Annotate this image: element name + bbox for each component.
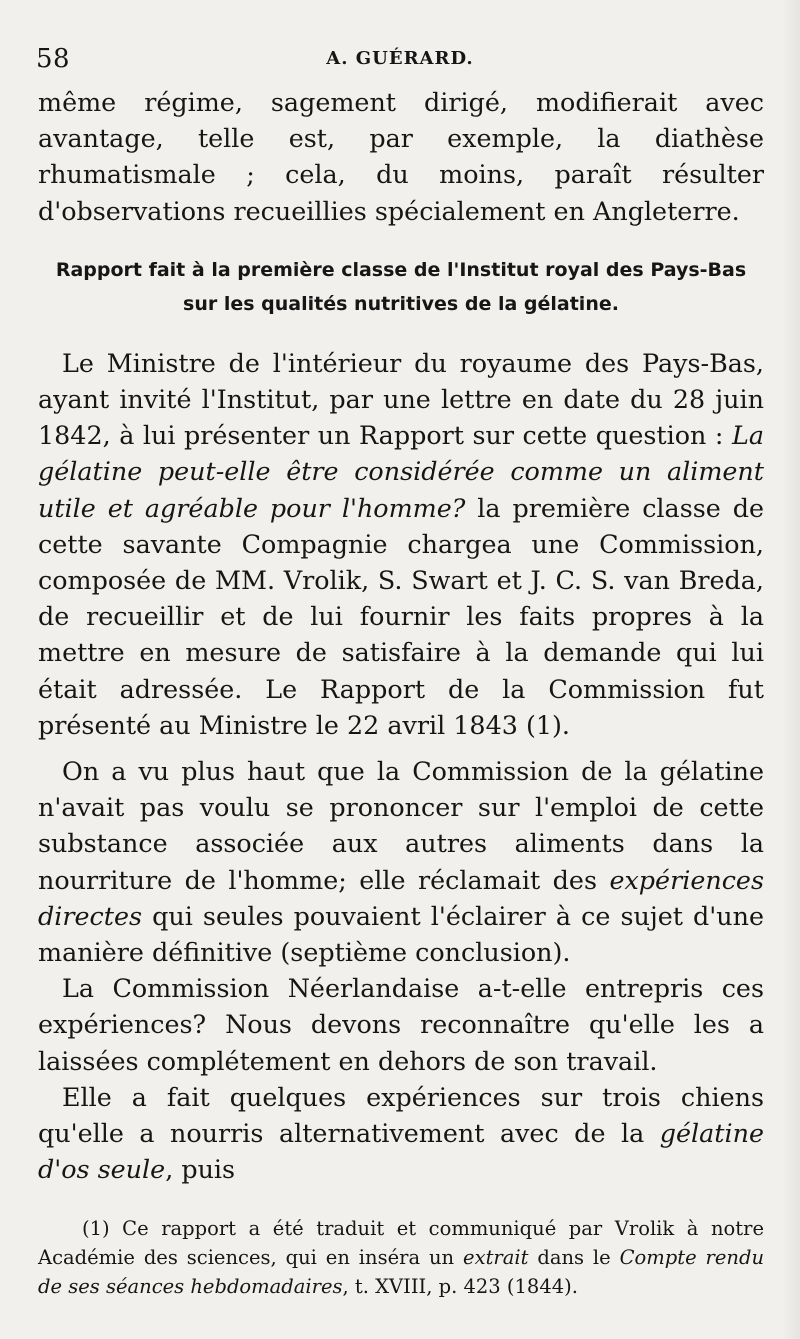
paragraph-3-text-b: qui seules pouvaient l'éclairer à ce sujet d'une manière définitive (septième conclusion).: [38, 900, 764, 968]
paragraph-3-italic: expériences directes: [38, 864, 764, 931]
paragraph-2-text-a: Le Ministre de l'intérieur du royaume des Pays-Bas, ayant invité l'Institut, par une lettre en date du 28 juin 1842, à lui présenter un Rapport sur cette question :: [38, 347, 764, 451]
footnote-text-c: , t. XVIII, p. 423 (1844).: [342, 1275, 578, 1298]
footnote-italic-compte-rendu: Compte rendu de ses séances hebdomadaires: [38, 1246, 765, 1298]
footnote-text-b: dans le: [528, 1246, 620, 1269]
paragraph-2: [38, 345, 764, 743]
paragraph-5-text-b: , puis: [165, 1154, 236, 1185]
paragraph-2-text-b: la première classe de cette savante Compagnie chargea une Commission, composée de MM. Vrolik, S. Swart et J. C. S. van Breda, de recueillir et de lui fournir les faits propres à la mettre en mesure de satisfaire à la demande qui lui était adressée. Le Rapport de la Commission fut présenté au Ministre le 22 avril 1843 (1).: [38, 492, 764, 740]
footnote-italic-extrait: extrait: [463, 1246, 529, 1269]
footnote-text: [38, 1214, 764, 1301]
paragraph-5-text-a: Elle a fait quelques expériences sur trois chiens qu'elle a nourris alternativement avec de la: [38, 1081, 764, 1149]
paragraph-3-text-a: On a vu plus haut que la Commission de la gélatine n'avait pas voulu se prononcer sur l'emploi de cette substance associée aux autres aliments dans la nourriture de l'homme; elle réclamait des: [38, 756, 764, 895]
paragraph-4: La Commission Néerlandaise a-t-elle entrepris ces expériences? Nous devons reconnaître qu'elle les a laissées complétement en dehors de son travail.: [38, 973, 764, 1076]
paragraph-5: [38, 1079, 764, 1188]
paragraph-1: même régime, sagement dirigé, modifierait avec avantage, telle est, par exemple, la diathèse rhumatismale ; cela, du moins, paraît résulter d'observations recueillies spécialement en Angleterre.: [38, 87, 764, 226]
footnote: [38, 1214, 764, 1301]
section-heading: Rapport fait à la première classe de l'Institut royal des Pays-Bas sur les qualités nutritives de la gélatine.: [55, 258, 747, 315]
page-number: 58: [36, 44, 71, 74]
paragraph-5-italic: gélatine d'os seule: [38, 1118, 764, 1185]
page-header: [0, 40, 800, 80]
paragraph-3: [38, 753, 764, 970]
footnote-text-a: (1) Ce rapport a été traduit et communiqué par Vrolik à notre Académie des sciences, qui en inséra un: [38, 1217, 764, 1269]
paragraph-2-italic: La gélatine peut-elle être considérée comme un aliment utile et agréable pour l'homme?: [38, 420, 764, 523]
body-text: [38, 84, 764, 1187]
paragraph-gap: [38, 743, 764, 753]
running-title: A. GUÉRARD.: [326, 48, 474, 69]
